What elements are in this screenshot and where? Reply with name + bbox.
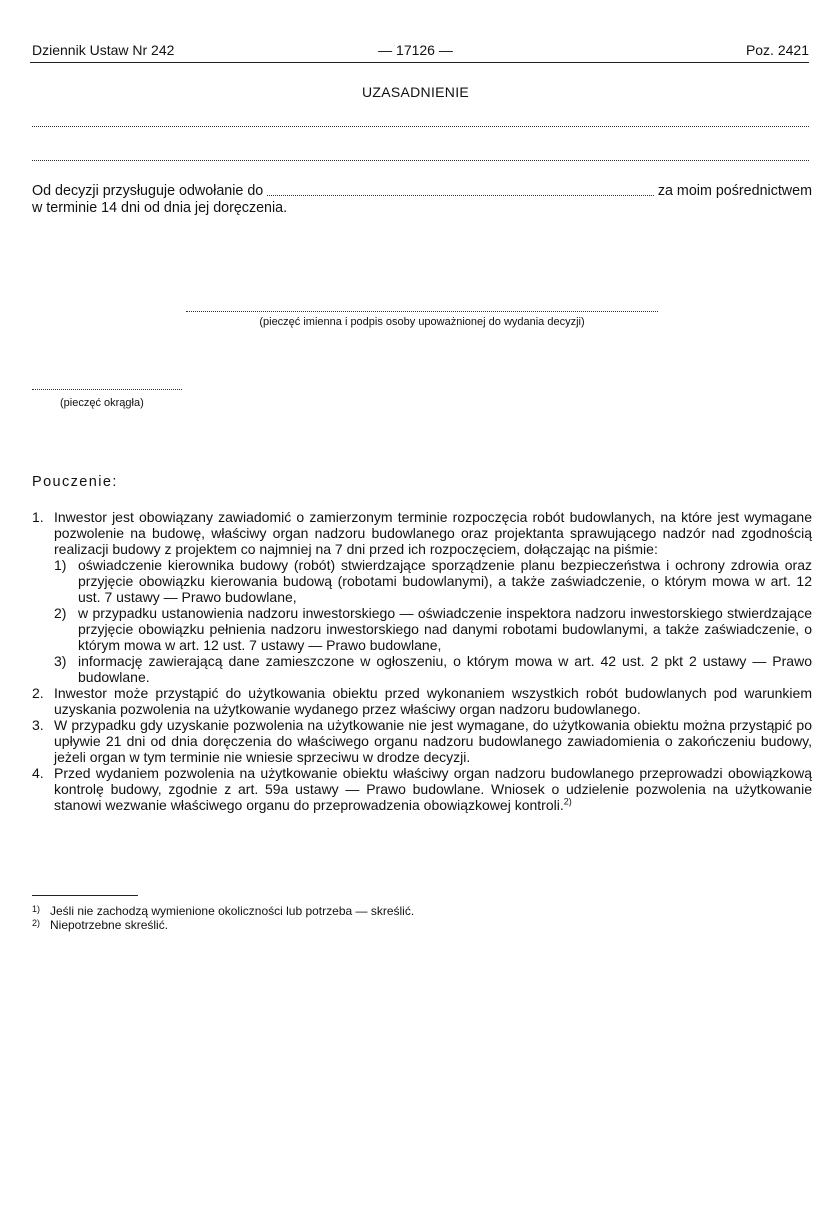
journal-name: Dziennik Ustaw Nr 242 bbox=[32, 42, 175, 58]
sub-item-text: oświadczenie kierownika budowy (robót) stwierdzające sporządzenie planu bezpieczeństwa i ochrony zdrowia oraz przyjęcie obowiązku kierowania budową (robotami budowlanymi), a także zaświadczenie, o którym mowa w art. 12 ust. 7 ustawy — Prawo budowlane, bbox=[78, 557, 812, 605]
position-number: Poz. 2421 bbox=[745, 42, 809, 58]
justification-line-2 bbox=[32, 160, 809, 161]
appeal-text-end: za moim pośrednictwem bbox=[657, 183, 812, 199]
stamp-line bbox=[32, 389, 182, 390]
item-text: Inwestor jest obowiązany zawiadomić o zamierzonym terminie rozpoczęcia robót budowlanych, na które jest wymagane pozwolenie na budowę, właściwy organ nadzoru budowlanego oraz projektanta sprawującego nadzór nad zgodnością realizacji budowy z projektem co najmniej na 7 dni przed ich rozpoczęciem, dołączając na piśmie: bbox=[54, 509, 812, 557]
signature-caption: (pieczęć imienna i podpis osoby upoważnionej do wydania decyzji) bbox=[259, 316, 585, 328]
section-title: UZASADNIENIE bbox=[361, 84, 470, 100]
footnote-mark: 1) bbox=[32, 904, 41, 914]
page-number: — 17126 — bbox=[378, 42, 453, 58]
sub-item bbox=[54, 557, 812, 605]
justification-line-1 bbox=[32, 126, 809, 127]
sub-item bbox=[54, 605, 812, 653]
instruction-list bbox=[32, 509, 812, 813]
item-number: 1. bbox=[32, 509, 44, 525]
sub-item bbox=[54, 653, 812, 685]
footnote-mark: 2) bbox=[32, 918, 41, 928]
appeal-deadline: w terminie 14 dni od dnia jej doręczenia. bbox=[32, 200, 288, 216]
sub-item-number: 3) bbox=[54, 653, 67, 669]
list-item bbox=[32, 685, 812, 717]
footnote bbox=[32, 904, 414, 918]
list-item bbox=[32, 765, 812, 813]
footnote-text: Niepotrzebne skreślić. bbox=[50, 918, 169, 932]
item-number: 4. bbox=[32, 765, 44, 781]
list-item bbox=[32, 509, 812, 685]
appeal-authority-blank bbox=[267, 195, 654, 196]
item-number: 3. bbox=[32, 717, 44, 733]
appeal-clause bbox=[32, 183, 812, 217]
list-item bbox=[32, 717, 812, 765]
sub-item-number: 1) bbox=[54, 557, 67, 573]
item-text: Inwestor może przystąpić do użytkowania obiektu przed wykonaniem wszystkich robót budowlanych pod warunkiem uzyskania pozwolenia na użytkowanie wydanego przez właściwy organ nadzoru budowlanego. bbox=[54, 685, 812, 717]
header-rule bbox=[30, 62, 809, 63]
sub-item-text: informację zawierającą dane zamieszczone w ogłoszeniu, o którym mowa w art. 42 ust. 2 pkt 2 ustawy — Prawo budowlane. bbox=[78, 653, 812, 685]
sub-item-text: w przypadku ustanowienia nadzoru inwestorskiego — oświadczenie inspektora nadzoru inwestorskiego stwierdzające przyjęcie obowiązku pełnienia nadzoru inwestorskiego nad danymi robotami budowlanymi, a także zaświadczenie, o którym mowa w art. 12 ust. 7 ustawy — Prawo budowlane, bbox=[78, 605, 812, 653]
footnote-text: Jeśli nie zachodzą wymienione okoliczności lub potrzeba — skreślić. bbox=[50, 904, 415, 918]
footnote-rule bbox=[32, 895, 138, 896]
item-text: W przypadku gdy uzyskanie pozwolenia na użytkowanie nie jest wymagane, do użytkowania obiektu można przystąpić po upływie 21 dni od dnia doręczenia do właściwego organu nadzoru budowlanego zawiadomienia o zakończeniu budowy, jeżeli organ w tym terminie nie wniesie sprzeciwu w drodze decyzji. bbox=[54, 717, 812, 765]
item-text: Przed wydaniem pozwolenia na użytkowanie obiektu właściwy organ nadzoru budowlanego przeprowadzi obowiązkową kontrolę budowy, zgodnie z art. 59a ustawy — Prawo budowlane. Wniosek o udzielenie pozwolenia na użytkowanie stanowi wezwanie właściwego organu do przeprowadzenia obowiązkowej kontroli. bbox=[54, 765, 812, 813]
appeal-text-start: Od decyzji przysługuje odwołanie do bbox=[32, 183, 264, 199]
signature-line bbox=[186, 311, 658, 312]
footnote-reference: 2) bbox=[563, 796, 572, 807]
footnote bbox=[32, 918, 168, 932]
instruction-heading: Pouczenie: bbox=[32, 474, 118, 490]
stamp-caption: (pieczęć okrągła) bbox=[60, 397, 144, 409]
item-number: 2. bbox=[32, 685, 44, 701]
sub-item-number: 2) bbox=[54, 605, 67, 621]
